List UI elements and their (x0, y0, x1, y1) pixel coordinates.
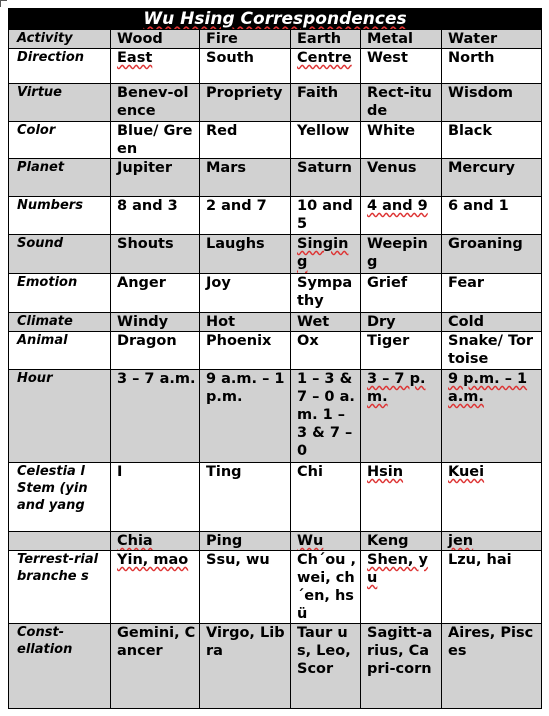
table-cell: Ping (200, 532, 291, 551)
table-cell: Cold (442, 313, 542, 332)
table-row (9, 370, 542, 463)
table-row (9, 274, 542, 313)
table-row (9, 197, 542, 235)
table-cell: Weeping (361, 235, 442, 274)
table-cell: Saturn (291, 159, 361, 197)
table-cell: Singing (291, 235, 361, 274)
header-cell: Metal (361, 30, 442, 49)
table-cell: Windy (111, 313, 200, 332)
table-cell: West (361, 49, 442, 84)
header-row (9, 30, 542, 49)
table-cell: Yin, mao (111, 551, 200, 624)
table-cell: Wisdom (442, 84, 542, 122)
table-row (9, 463, 542, 532)
table-cell: Blue/ Green (111, 122, 200, 159)
table-row (9, 49, 542, 84)
table-row (9, 159, 542, 197)
row-label-cell: Virtue (9, 84, 111, 122)
table-cell: Hot (200, 313, 291, 332)
table-cell: Groaning (442, 235, 542, 274)
row-label-cell: Emotion (9, 274, 111, 313)
table-cell: 3 – 7 a.m. (111, 370, 200, 463)
table-cell: Lzu, hai (442, 551, 542, 624)
table-cell: Keng (361, 532, 442, 551)
table-row (9, 624, 542, 709)
table-cell: I (111, 463, 200, 532)
table-cell: 10 and 5 (291, 197, 361, 235)
table-cell: Hsin (361, 463, 442, 532)
table-cell: Joy (200, 274, 291, 313)
table-cell: Mars (200, 159, 291, 197)
table-cell: Red (200, 122, 291, 159)
table-cell: Jupiter (111, 159, 200, 197)
header-cell: Activity (9, 30, 111, 49)
table-cell: Kuei (442, 463, 542, 532)
table-cell: East (111, 49, 200, 84)
row-label-cell: Direction (9, 49, 111, 84)
table-cell: Wu (291, 532, 361, 551)
table-cell: Faith (291, 84, 361, 122)
table-cell: Black (442, 122, 542, 159)
table-cell: Taur us, Leo, Scor (291, 624, 361, 709)
table-cell: Virgo, Libra (200, 624, 291, 709)
table-cell: Benev-olence (111, 84, 200, 122)
table-cell: jen (442, 532, 542, 551)
row-label-cell: Animal (9, 332, 111, 370)
text-boundary-mark (0, 0, 7, 7)
header-cell: Earth (291, 30, 361, 49)
table-row (9, 235, 542, 274)
header-cell: Water (442, 30, 542, 49)
table-cell: Sympathy (291, 274, 361, 313)
table-cell: Snake/ Tortoise (442, 332, 542, 370)
row-label-cell: Terrest-rial branche s (9, 551, 111, 624)
table-cell: Chia (111, 532, 200, 551)
row-label-cell (9, 532, 111, 551)
row-label-cell: Color (9, 122, 111, 159)
table-row (9, 332, 542, 370)
row-label-cell: Const-ellation (9, 624, 111, 709)
header-cell: Wood (111, 30, 200, 49)
table-cell: Dry (361, 313, 442, 332)
table-title (9, 9, 542, 30)
table-cell: 3 – 7 p.m. (361, 370, 442, 463)
title-row (9, 9, 542, 30)
table-cell: Chi (291, 463, 361, 532)
table-cell: 6 and 1 (442, 197, 542, 235)
table-cell: Aires, Pisces (442, 624, 542, 709)
table-cell: Dragon (111, 332, 200, 370)
table-cell: Shouts (111, 235, 200, 274)
table-cell: 9 a.m. – 1 p.m. (200, 370, 291, 463)
table-cell: Tiger (361, 332, 442, 370)
correspondence-table (8, 8, 542, 709)
table-cell: Mercury (442, 159, 542, 197)
table-title-text: Wu Hsing Correspondences (143, 9, 407, 29)
table-cell: Ch´ou , wei, ch´en, hsü (291, 551, 361, 624)
table-cell: North (442, 49, 542, 84)
table-cell: White (361, 122, 442, 159)
table-cell: Laughs (200, 235, 291, 274)
table-cell: Grief (361, 274, 442, 313)
table-cell: Venus (361, 159, 442, 197)
table-cell: Shen, yu (361, 551, 442, 624)
table-cell: Centre (291, 49, 361, 84)
table-cell: Gemini, Cancer (111, 624, 200, 709)
table-cell: Rect-itude (361, 84, 442, 122)
table-cell: 1 – 3 & 7 – 0 a.m. 1 – 3 & 7 – 0 (291, 370, 361, 463)
table-cell: Ox (291, 332, 361, 370)
table-row (9, 532, 542, 551)
row-label-cell: Numbers (9, 197, 111, 235)
table-cell: Anger (111, 274, 200, 313)
table-row (9, 122, 542, 159)
table-row (9, 84, 542, 122)
row-label-cell: Planet (9, 159, 111, 197)
table-row (9, 313, 542, 332)
row-label-cell: Climate (9, 313, 111, 332)
table-cell: South (200, 49, 291, 84)
table-row (9, 551, 542, 624)
table-cell: Yellow (291, 122, 361, 159)
table-cell: Phoenix (200, 332, 291, 370)
table-cell: 8 and 3 (111, 197, 200, 235)
row-label-cell: Celestia l Stem (yin and yang (9, 463, 111, 532)
table-cell: Ting (200, 463, 291, 532)
table-cell: Sagitt-arius, Capri-corn (361, 624, 442, 709)
table-cell: Wet (291, 313, 361, 332)
table-cell: Propriety (200, 84, 291, 122)
document-page (8, 8, 541, 709)
table-cell: Fear (442, 274, 542, 313)
row-label-cell: Sound (9, 235, 111, 274)
row-label-cell: Hour (9, 370, 111, 463)
table-cell: 9 p.m. – 1 a.m. (442, 370, 542, 463)
header-cell: Fire (200, 30, 291, 49)
table-cell: 2 and 7 (200, 197, 291, 235)
table-cell: Ssu, wu (200, 551, 291, 624)
table-cell: 4 and 9 (361, 197, 442, 235)
